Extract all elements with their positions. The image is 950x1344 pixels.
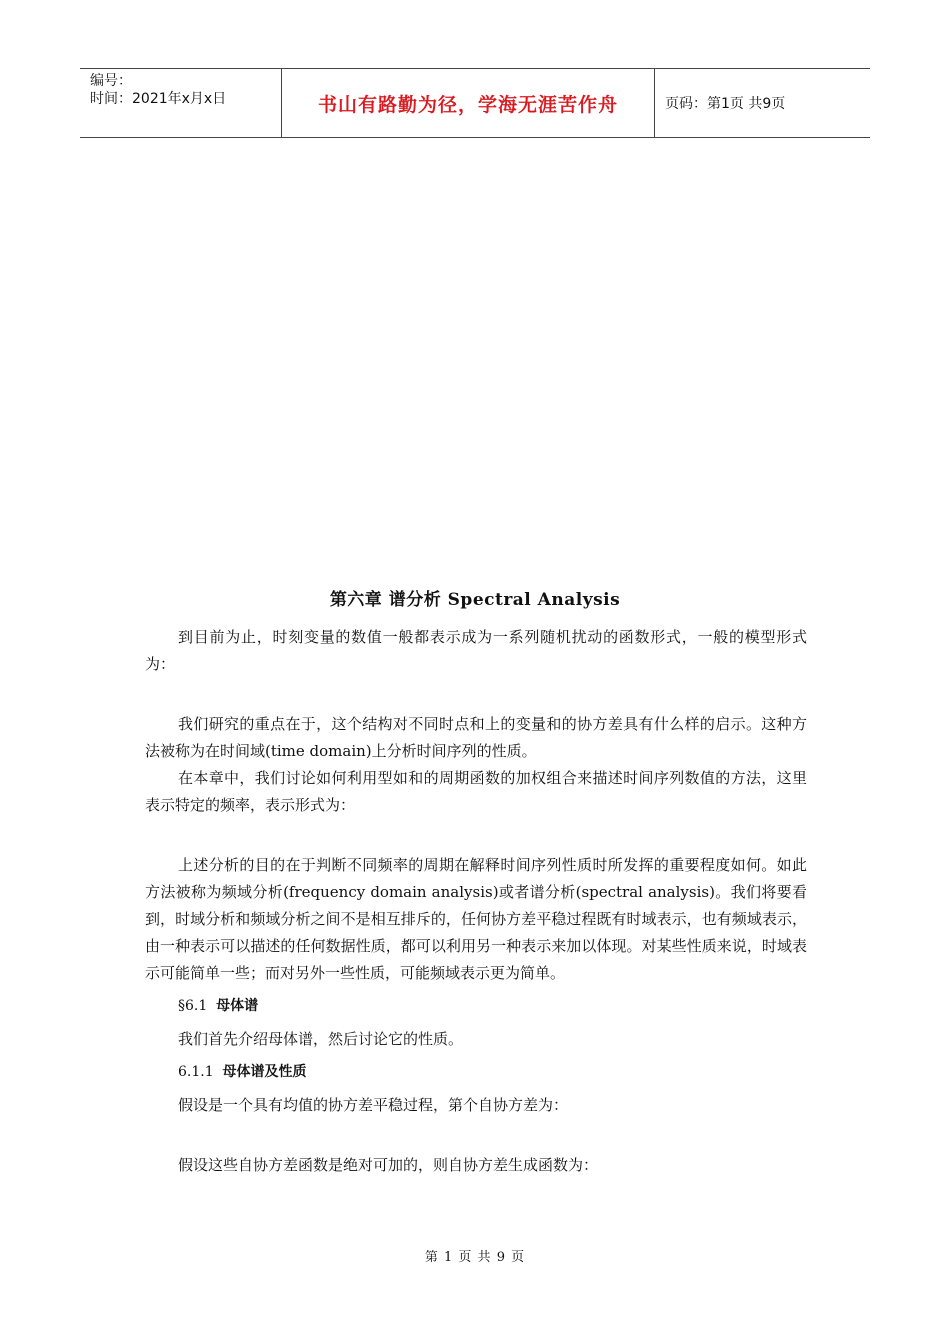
section-label: 母体谱及性质 (222, 1064, 307, 1080)
paragraph-3: 在本章中，我们讨论如何利用型如和的周期函数的加权组合来描述时间序列数值的方法，这里表示特定的频率，表示形式为： (145, 769, 807, 814)
header-table (80, 68, 870, 138)
chapter-title: 第六章 谱分析 Spectral Analysis (329, 590, 621, 610)
section-number: 6.1.1 (178, 1064, 214, 1080)
generating-function-line: 假设这些自协方差函数是绝对可加的，则自协方差生成函数为： (178, 1156, 599, 1174)
section-number: §6.1 (178, 998, 208, 1014)
equation-space (145, 1119, 807, 1146)
section-heading-6-1-1 (145, 1059, 807, 1086)
header-page-cell (655, 69, 870, 137)
intro-line: 我们首先介绍母体谱，然后讨论它的性质。 (178, 1030, 464, 1048)
section-label: 母体谱 (216, 998, 259, 1014)
paragraph-1: 到目前为止，时刻变量的数值一般都表示成为一系列随机扰动的函数形式，一般的模型形式为： (145, 628, 807, 673)
time-label: 时间：2021年x月x日 (90, 91, 227, 107)
number-label: 编号： (90, 73, 132, 89)
equation-space (145, 678, 807, 705)
equation-space (145, 819, 807, 846)
paragraph-4: 上述分析的目的在于判断不同频率的周期在解释时间序列性质时所发挥的重要程度如何。如此方法被称为频域分析(frequency domain analysis)或者谱分析(spectral analysis)。我们将要看到，时域分析和频域分析之间不是相互排斥的，任何协方差平稳过程既有时域表示，也有频域表示，由一种表示可以描述的任何数据性质，都可以利用另一种表示来加以体现。对某些性质来说，时域表示可能简单一些；而对另外一些性质，可能频域表示更为简单。 (145, 856, 807, 982)
header-motto-cell (282, 69, 655, 137)
page-footer: 第 1 页 共 9 页 (424, 1250, 526, 1265)
section-heading-6-1 (145, 993, 807, 1020)
header-meta-cell (80, 69, 282, 137)
document-body (145, 624, 807, 1179)
motto-text: 书山有路勤为径，学海无涯苦作舟 (317, 93, 618, 116)
page-info: 页码：第1页 共9页 (665, 96, 786, 112)
assumption-line: 假设是一个具有均值的协方差平稳过程，第个自协方差为： (178, 1096, 569, 1114)
paragraph-2: 我们研究的重点在于，这个结构对不同时点和上的变量和的协方差具有什么样的启示。这种方法被称为在时间域(time domain)上分析时间序列的性质。 (145, 715, 807, 760)
